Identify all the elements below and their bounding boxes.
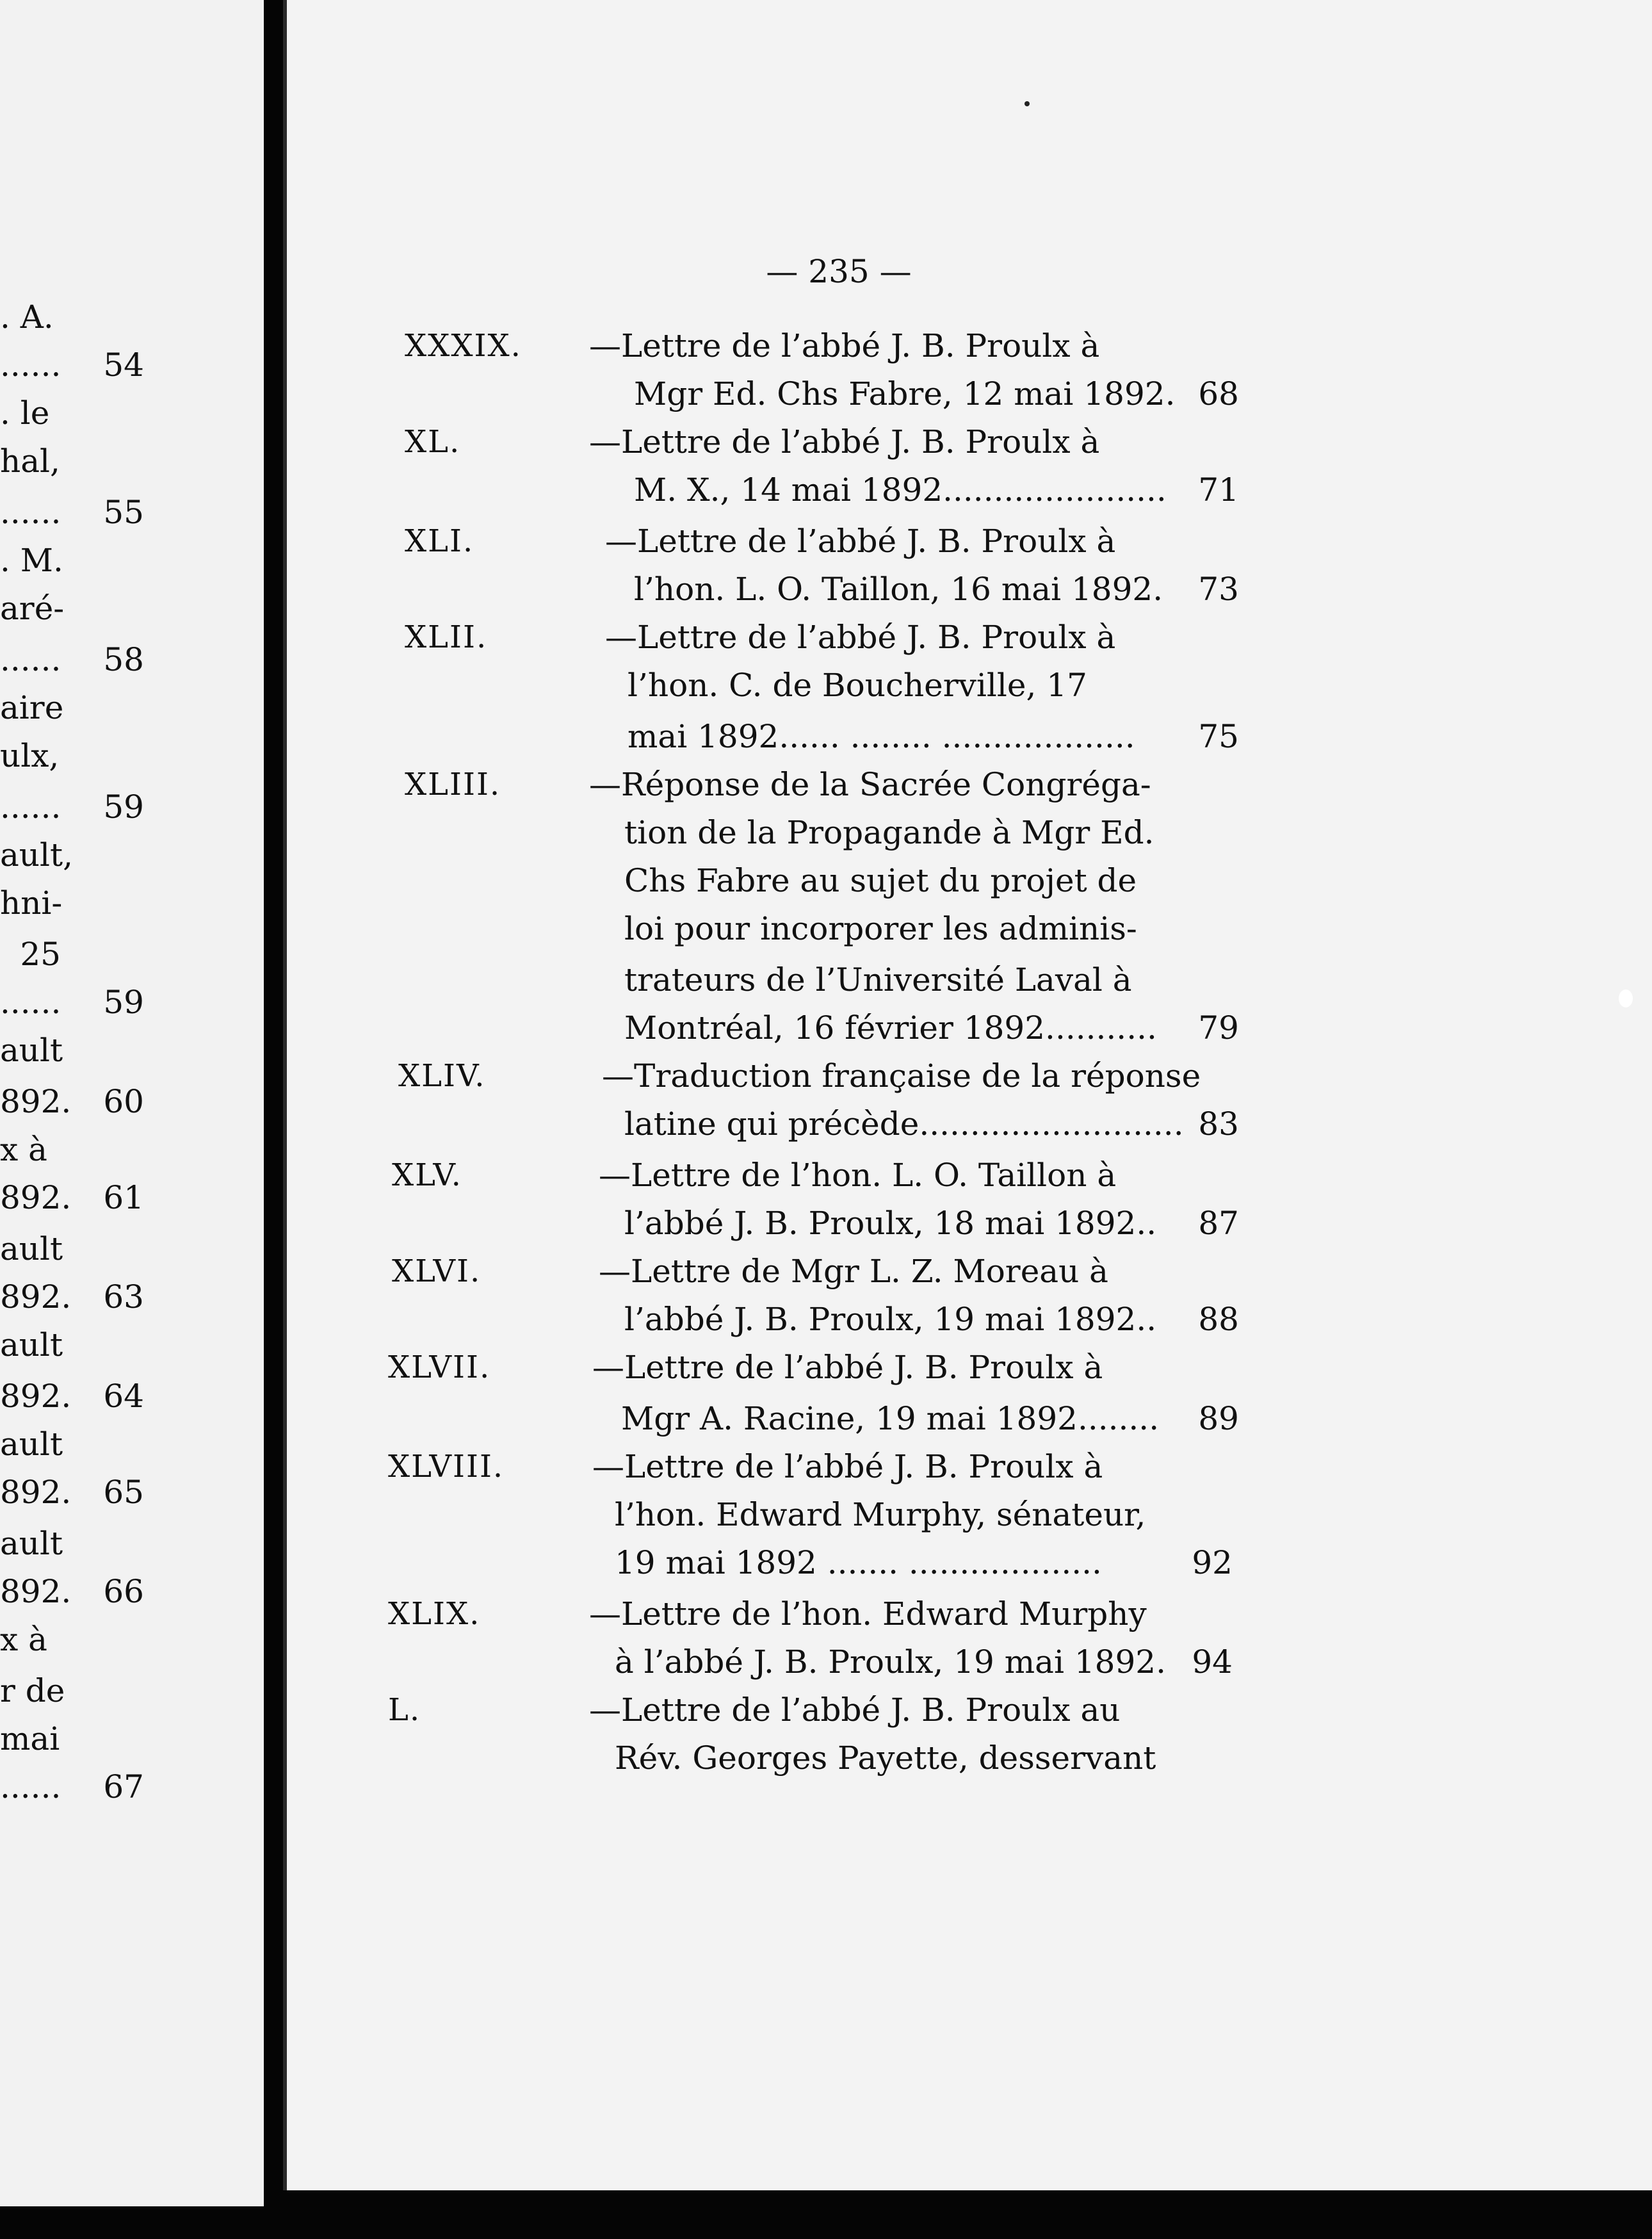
entry-page: 88 bbox=[1198, 1301, 1239, 1338]
entry-page: 71 bbox=[1198, 471, 1239, 509]
entry-line: Chs Fabre au sujet du projet de bbox=[624, 862, 1137, 899]
entry-line: tion de la Propagande à Mgr Ed. bbox=[624, 814, 1154, 851]
entry-line: —Traduction française de la réponse bbox=[602, 1057, 1201, 1095]
entry-roman: XLV. bbox=[392, 1157, 462, 1193]
left-fragment: ault, bbox=[0, 836, 73, 874]
left-page-number: 54 bbox=[103, 346, 144, 384]
left-page-number: 65 bbox=[103, 1474, 144, 1511]
left-fragment: ...... bbox=[0, 984, 61, 1021]
entry-line: —Réponse de la Sacrée Congréga- bbox=[589, 766, 1151, 803]
entry-roman: XLI. bbox=[405, 523, 474, 559]
left-fragment: aire bbox=[0, 689, 64, 726]
left-fragment: r de bbox=[0, 1672, 65, 1709]
page-number-header: — 235 — bbox=[766, 253, 912, 290]
left-fragment: ault bbox=[0, 1032, 63, 1069]
left-fragment: ulx, bbox=[0, 737, 60, 774]
left-fragment: 892. bbox=[0, 1179, 72, 1216]
left-fragment: 892. bbox=[0, 1083, 72, 1120]
entry-line: l’abbé J. B. Proulx, 19 mai 1892.. bbox=[624, 1301, 1157, 1338]
entry-line: —Lettre de l’abbé J. B. Proulx à bbox=[592, 1448, 1103, 1485]
entry-line: —Lettre de l’hon. Edward Murphy bbox=[589, 1595, 1147, 1632]
entry-line: latine qui précède.......................... bbox=[624, 1105, 1184, 1143]
entry-roman: XLVI. bbox=[392, 1253, 482, 1289]
entry-page: 87 bbox=[1198, 1205, 1239, 1242]
left-fragment: ault bbox=[0, 1326, 63, 1364]
entry-line: l’hon. L. O. Taillon, 16 mai 1892. bbox=[634, 571, 1163, 608]
left-fragment: ...... bbox=[0, 494, 61, 531]
entry-line: Rév. Georges Payette, desservant bbox=[615, 1739, 1156, 1777]
entry-roman: XLVIII. bbox=[388, 1449, 505, 1485]
entry-page: 68 bbox=[1198, 375, 1239, 412]
entry-line: M. X., 14 mai 1892...................... bbox=[634, 471, 1167, 509]
speck bbox=[1024, 101, 1030, 106]
entry-line: —Lettre de l’abbé J. B. Proulx à bbox=[592, 1349, 1103, 1386]
entry-line: —Lettre de l’abbé J. B. Proulx à bbox=[605, 619, 1116, 656]
left-fragment: mai bbox=[0, 1720, 60, 1757]
entry-page: 92 bbox=[1192, 1544, 1233, 1581]
left-fragment: 892. bbox=[0, 1378, 72, 1415]
left-page-number: 60 bbox=[103, 1083, 144, 1120]
left-page-number: 66 bbox=[103, 1573, 144, 1610]
entry-line: loi pour incorporer les adminis- bbox=[624, 910, 1137, 947]
entry-line: Mgr Ed. Chs Fabre, 12 mai 1892. bbox=[634, 375, 1176, 412]
left-fragment: . le bbox=[0, 395, 50, 432]
entry-line: Montréal, 16 février 1892........... bbox=[624, 1009, 1157, 1046]
left-page-number: 59 bbox=[103, 984, 144, 1021]
entry-roman: XLVII. bbox=[388, 1349, 491, 1385]
entry-page: 75 bbox=[1198, 718, 1239, 755]
entry-line: l’abbé J. B. Proulx, 18 mai 1892.. bbox=[624, 1205, 1157, 1242]
left-fragment: ...... bbox=[0, 1768, 61, 1805]
left-fragment: ...... bbox=[0, 346, 61, 384]
entry-line: —Lettre de l’abbé J. B. Proulx à bbox=[605, 523, 1116, 560]
entry-line: l’hon. C. de Boucherville, 17 bbox=[628, 667, 1087, 704]
left-fragment: ault bbox=[0, 1230, 63, 1267]
left-page-number: 25 bbox=[20, 936, 61, 973]
entry-page: 73 bbox=[1198, 571, 1239, 608]
entry-roman: XLII. bbox=[405, 619, 488, 655]
speck bbox=[1619, 989, 1633, 1007]
left-page-number: 59 bbox=[103, 788, 144, 826]
left-page-number: 67 bbox=[103, 1768, 144, 1805]
entry-line: —Lettre de l’abbé J. B. Proulx à bbox=[589, 327, 1100, 364]
left-fragment: . M. bbox=[0, 542, 63, 579]
entry-line: —Lettre de Mgr L. Z. Moreau à bbox=[599, 1253, 1108, 1290]
left-page-number: 58 bbox=[103, 641, 144, 678]
left-fragment: ...... bbox=[0, 641, 61, 678]
left-fragment: aré- bbox=[0, 590, 65, 627]
left-fragment: hni- bbox=[0, 884, 63, 922]
entry-page: 83 bbox=[1198, 1105, 1239, 1143]
entry-line: —Lettre de l’abbé J. B. Proulx au bbox=[589, 1691, 1121, 1729]
left-fragment: x à bbox=[0, 1131, 47, 1168]
left-fragment: . A. bbox=[0, 298, 54, 336]
entry-roman: XXXIX. bbox=[405, 328, 522, 364]
entry-roman: XLIX. bbox=[388, 1596, 481, 1632]
left-page bbox=[0, 0, 264, 2206]
left-fragment: ...... bbox=[0, 788, 61, 826]
left-fragment: 892. bbox=[0, 1278, 72, 1315]
left-fragment: ault bbox=[0, 1525, 63, 1562]
left-fragment: 892. bbox=[0, 1474, 72, 1511]
entry-roman: XLIV. bbox=[398, 1058, 486, 1094]
entry-page: 79 bbox=[1198, 1009, 1239, 1046]
left-page-number: 63 bbox=[103, 1278, 144, 1315]
left-fragment: x à bbox=[0, 1621, 47, 1658]
left-fragment: 892. bbox=[0, 1573, 72, 1610]
entry-line: trateurs de l’Université Laval à bbox=[624, 961, 1132, 998]
left-page-number: 61 bbox=[103, 1179, 144, 1216]
entry-page: 94 bbox=[1192, 1643, 1233, 1681]
entry-roman: XL. bbox=[405, 424, 461, 460]
entry-roman: L. bbox=[388, 1692, 421, 1728]
entry-line: —Lettre de l’abbé J. B. Proulx à bbox=[589, 423, 1100, 460]
entry-line: 19 mai 1892 ....... ................... bbox=[615, 1544, 1102, 1581]
entry-line: à l’abbé J. B. Proulx, 19 mai 1892. bbox=[615, 1643, 1166, 1681]
entry-page: 89 bbox=[1198, 1400, 1239, 1437]
left-fragment: hal, bbox=[0, 443, 60, 480]
left-page-number: 55 bbox=[103, 494, 144, 531]
left-page-number: 64 bbox=[103, 1378, 144, 1415]
entry-line: mai 1892...... ........ ................... bbox=[628, 718, 1135, 755]
left-fragment: ault bbox=[0, 1426, 63, 1463]
entry-line: —Lettre de l’hon. L. O. Taillon à bbox=[599, 1157, 1117, 1194]
entry-line: Mgr A. Racine, 19 mai 1892........ bbox=[621, 1400, 1160, 1437]
entry-line: l’hon. Edward Murphy, sénateur, bbox=[615, 1496, 1146, 1533]
entry-roman: XLIII. bbox=[405, 767, 501, 802]
